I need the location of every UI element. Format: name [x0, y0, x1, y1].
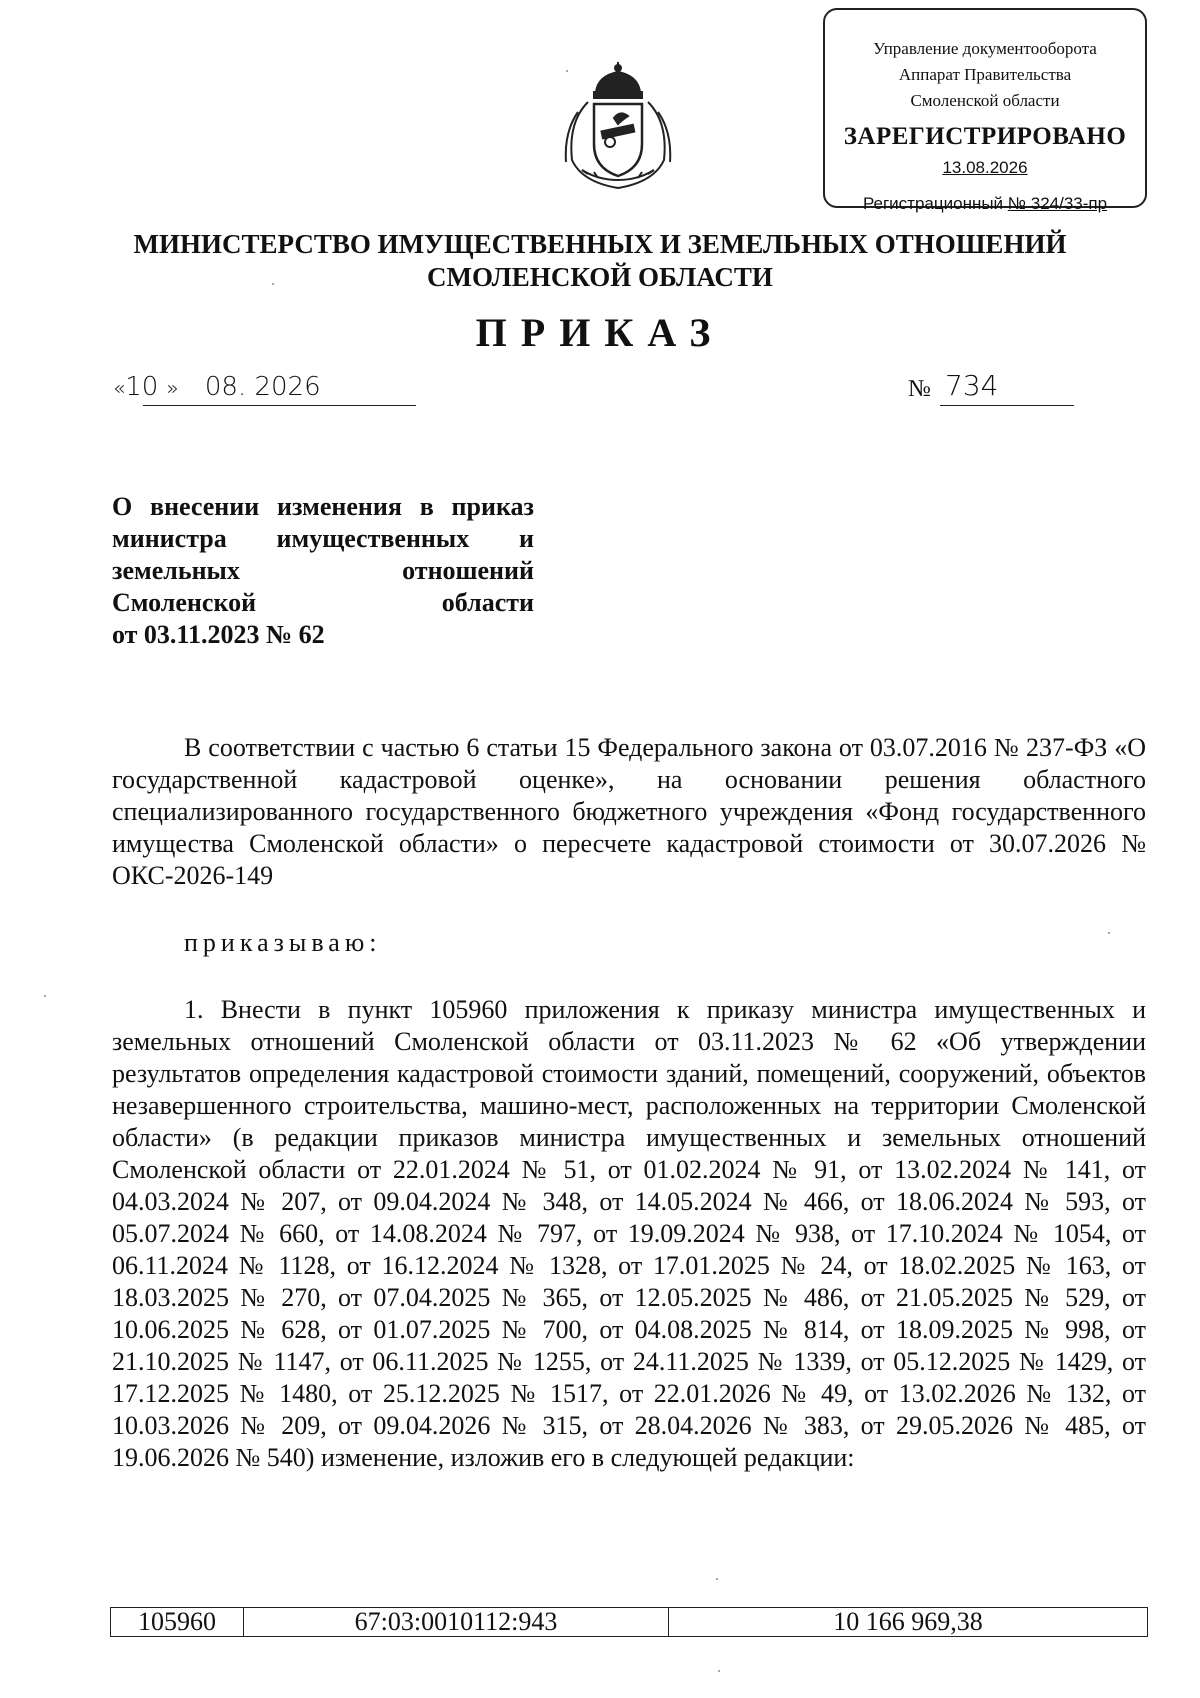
stamp-office: Аппарат Правительства [898, 65, 1072, 84]
stamp-reg-prefix: Регистрационный [862, 194, 1008, 213]
ministry-heading [100, 228, 1100, 294]
subject-line-5: от 03.11.2023 № 62 [112, 620, 325, 649]
scan-speck [1108, 932, 1110, 934]
scan-speck [566, 70, 568, 72]
stamp-department: Управление документооборота [873, 39, 1097, 58]
stamp-status: ЗАРЕГИСТРИРОВАНО [843, 123, 1127, 150]
date-underline [143, 405, 416, 406]
subject-line-3: земельных отношений [112, 556, 534, 585]
date-month-year: 08. 2026 [204, 372, 321, 402]
scan-speck [44, 995, 46, 997]
stamp-reg-value: № 324/33-пр [1007, 194, 1108, 213]
scan-speck [716, 1578, 718, 1580]
scan-speck [272, 283, 274, 285]
order-word: приказываю: [184, 928, 382, 957]
coat-of-arms-icon [558, 62, 678, 194]
registration-stamp [823, 8, 1147, 213]
date-quote-open: « [113, 376, 126, 400]
subject-line-4: Смоленской области [112, 588, 534, 617]
order-subject [112, 491, 534, 651]
number-label: № [908, 376, 931, 402]
ministry-line-1: МИНИСТЕРСТВО ИМУЩЕСТВЕННЫХ И ЗЕМЕЛЬНЫХ ОТНОШЕНИЙ [133, 229, 1067, 259]
stamp-date: 13.08.2026 [942, 158, 1028, 177]
cadastral-value-table [110, 1607, 1148, 1637]
table-row [111, 1608, 1148, 1637]
date-quote-close: » [166, 376, 179, 400]
table-cell-item: 105960 [111, 1608, 244, 1637]
scan-speck [718, 1670, 720, 1672]
table-cell-value: 10 166 969,38 [669, 1608, 1148, 1637]
date-day: 10 [125, 372, 159, 402]
item-1-paragraph: 1. Внести в пункт 105960 приложения к приказу министра имущественных и земельных отношений Смоленской области от 03.11.2023 № 62 «Об утверждении результатов определения кадастровой стоимости зданий, помещений, сооружений, объектов незавершенного строительства, машино-мест, расположенных на территории Смоленской области» (в редакции приказов министра имущественных и земельных отношений Смоленской области от 22.01.2024 № 51, от 01.02.2024 № 91, от 13.02.2024 № 141, от 04.03.2024 № 207, от 09.04.2024 № 348, от 14.05.2024 № 466, от 18.06.2024 № 593, от 05.07.2024 № 660, от 14.08.2024 № 797, от 19.09.2024 № 938, от 17.10.2024 № 1054, от 06.11.2024 № 1128, от 16.12.2024 № 1328, от 17.01.2025 № 24, от 18.02.2025 № 163, от 18.03.2025 № 270, от 07.04.2025 № 365, от 12.05.2025 № 486, от 21.05.2025 № 529, от 10.06.2025 № 628, от 01.07.2025 № 700, от 04.08.2025 № 814, от 18.09.2025 № 998, от 21.10.2025 № 1147, от 06.11.2025 № 1255, от 24.11.2025 № 1339, от 05.12.2025 № 1429, от 17.12.2025 № 1480, от 25.12.2025 № 1517, от 22.01.2026 № 49, от 13.02.2026 № 132, от 10.03.2026 № 209, от 09.04.2026 № 315, от 28.04.2026 № 383, от 29.05.2026 № 485, от 19.06.2026 № 540) изменение, изложив его в следующей редакции: [112, 995, 1146, 1472]
order-number: 734 [945, 369, 999, 402]
subject-line-2: министра имущественных и [112, 524, 534, 553]
stamp-region: Смоленской области [910, 91, 1060, 110]
order-date [113, 372, 321, 402]
preamble-paragraph: В соответствии с частью 6 статьи 15 Федерального закона от 03.07.2016 № 237-ФЗ «О государственной кадастровой оценке», на основании решения областного специализированного государственного бюджетного учреждения «Фонд государственного имущества Смоленской области» о пересчете кадастровой стоимости от 30.07.2026 № ОКС-2026-149 [112, 733, 1146, 890]
stamp-reg-number [825, 192, 1145, 216]
table-cell-cadastral-number: 67:03:0010112:943 [244, 1608, 669, 1637]
number-underline [940, 405, 1074, 406]
ministry-line-2: СМОЛЕНСКОЙ ОБЛАСТИ [427, 262, 773, 292]
document-type: ПРИКАЗ [475, 310, 725, 355]
subject-line-1: О внесении изменения в приказ [112, 492, 534, 521]
